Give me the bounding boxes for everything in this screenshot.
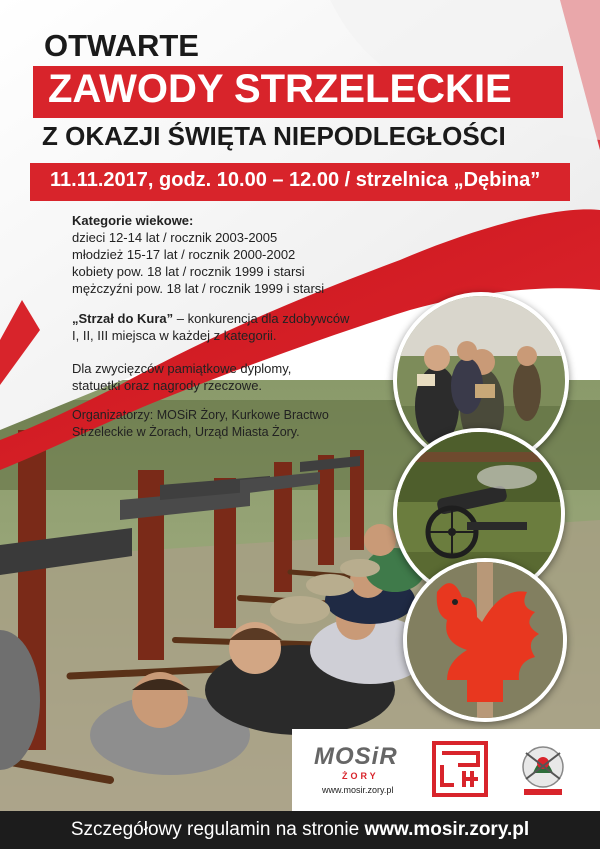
contest-line1 xyxy=(72,310,349,327)
mosir-logo-sub: ŻORY xyxy=(342,771,379,781)
zory-city-logo xyxy=(432,741,488,797)
photo-circle-rooster xyxy=(403,558,567,722)
title-zawody-strzeleckie: ZAWODY STRZELECKIE xyxy=(48,67,512,111)
organizers-line1: Organizatorzy: MOSiR Żory, Kurkowe Bractwo xyxy=(72,408,329,422)
title-otwarte: OTWARTE xyxy=(44,28,199,63)
footer-link[interactable]: www.mosir.zory.pl xyxy=(364,819,530,840)
rooster-target-photo xyxy=(407,562,563,718)
contest-name: „Strzał do Kura” xyxy=(72,311,174,326)
subtitle-okazji: Z OKAZJI ŚWIĘTA NIEPODLEGŁOŚCI xyxy=(42,121,506,151)
footer-regular: Szczegółowy regulamin na stronie xyxy=(70,819,365,840)
category-item: młodzież 15-17 lat / rocznik 2000-2002 xyxy=(72,247,296,262)
organizers-line2: Strzeleckie w Żorach, Urząd Miasta Żory. xyxy=(72,425,300,439)
prizes-line1: Dla zwycięzców pamiątkowe dyplomy, xyxy=(72,361,292,376)
category-item: mężczyźni pow. 18 lat / rocznik 1999 i starsi xyxy=(72,281,325,296)
mosir-logo xyxy=(314,743,398,771)
logos-bar xyxy=(292,729,600,811)
footer-text xyxy=(0,819,600,841)
date-location: 11.11.2017, godz. 10.00 – 12.00 / strzelnica „Dębina” xyxy=(50,169,541,191)
category-item: dzieci 12-14 lat / rocznik 2003-2005 xyxy=(72,230,278,245)
contest-desc: – konkurencja dla zdobywców xyxy=(173,311,350,326)
bractwo-emblem xyxy=(518,739,568,801)
contest-line2: I, II, III miejsca w każdej z kategorii. xyxy=(72,328,277,343)
category-item: kobiety pow. 18 lat / rocznik 1999 i starsi xyxy=(72,264,305,279)
categories-heading: Kategorie wiekowe: xyxy=(72,213,194,228)
prizes-line2: statuetki oraz nagrody rzeczowe. xyxy=(72,378,263,393)
mosir-url[interactable]: www.mosir.zory.pl xyxy=(322,785,394,795)
mosir-logo-name: MOSiR xyxy=(314,743,398,770)
